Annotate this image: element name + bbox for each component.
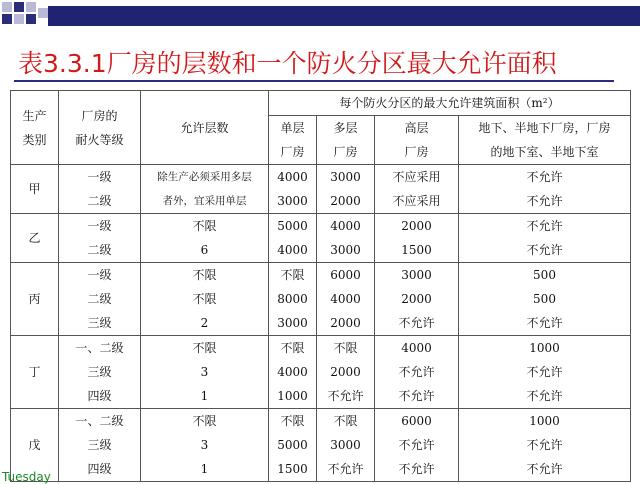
floors-value: 不限 — [192, 414, 217, 428]
grade-value: 一级 — [87, 170, 112, 184]
grade-cell — [59, 409, 141, 482]
multi-value: 不限 — [333, 414, 358, 428]
floors-value: 3 — [200, 365, 209, 379]
under-value: 500 — [533, 292, 556, 306]
header-line: 厂房 — [333, 145, 358, 159]
header-grade-line: 耐火等级 — [75, 132, 124, 147]
under-cell — [459, 165, 631, 214]
header-line: 的地下室、半地下室 — [490, 145, 599, 159]
header-line: 单层 — [280, 121, 305, 135]
header-line: 高层 — [404, 121, 429, 135]
high-value: 6000 — [401, 414, 432, 428]
single-value: 4000 — [277, 365, 308, 379]
title-underline — [14, 80, 614, 82]
header-category-line: 生产 — [22, 108, 47, 123]
floors-value: 者外，宜采用单层 — [162, 195, 247, 207]
category-cell: 甲 — [11, 165, 59, 214]
under-cell — [459, 263, 631, 336]
single-cell — [269, 409, 317, 482]
multi-value: 3000 — [330, 170, 361, 184]
under-value: 不允许 — [526, 365, 563, 379]
multi-value: 3000 — [330, 243, 361, 257]
footer-day: Tuesday — [2, 470, 51, 484]
under-value: 500 — [533, 268, 556, 282]
decor-square — [14, 14, 24, 24]
multi-value: 2000 — [330, 316, 361, 330]
high-cell — [375, 336, 459, 409]
high-cell — [375, 409, 459, 482]
floors-value: 3 — [200, 438, 209, 452]
multi-value: 4000 — [330, 219, 361, 233]
under-cell — [459, 336, 631, 409]
decorative-squares — [0, 0, 48, 32]
multi-cell — [317, 214, 375, 263]
single-value: 1000 — [277, 389, 308, 403]
floors-value: 1 — [200, 389, 209, 403]
floors-value: 1 — [200, 462, 209, 476]
floors-value: 不限 — [192, 341, 217, 355]
multi-value: 6000 — [330, 268, 361, 282]
single-cell — [269, 336, 317, 409]
multi-value: 不允许 — [327, 389, 364, 403]
multi-value: 不限 — [333, 341, 358, 355]
under-cell — [459, 409, 631, 482]
header-underground — [459, 116, 631, 165]
floors-cell — [141, 409, 269, 482]
table-row-group-b — [11, 214, 631, 263]
header-line: 多层 — [333, 121, 358, 135]
single-value: 1500 — [277, 462, 308, 476]
floors-cell — [141, 263, 269, 336]
multi-cell — [317, 336, 375, 409]
high-value: 不允许 — [398, 389, 435, 403]
floors-cell — [141, 336, 269, 409]
single-value: 5000 — [277, 438, 308, 452]
floors-value: 除生产必须采用多层 — [157, 171, 252, 183]
floors-value: 不限 — [192, 219, 217, 233]
grade-value: 一级 — [87, 268, 112, 282]
table-row-group-c — [11, 263, 631, 336]
header-single-storey — [269, 116, 317, 165]
grade-value: 一、二级 — [75, 414, 124, 428]
high-value: 不应采用 — [392, 194, 441, 208]
floors-value: 不限 — [192, 292, 217, 306]
grade-value: 二级 — [87, 194, 112, 208]
multi-value: 3000 — [330, 438, 361, 452]
decor-square — [2, 14, 12, 24]
floors-cell — [141, 165, 269, 214]
table-row-group-d — [11, 336, 631, 409]
grade-value: 一、二级 — [75, 341, 124, 355]
multi-value: 4000 — [330, 292, 361, 306]
single-cell — [269, 263, 317, 336]
high-value: 4000 — [401, 341, 432, 355]
grade-value: 三级 — [87, 316, 112, 330]
high-value: 2000 — [401, 219, 432, 233]
slide-header-bar — [0, 0, 640, 32]
under-value: 不允许 — [526, 316, 563, 330]
floors-value: 不限 — [192, 268, 217, 282]
single-value: 不限 — [280, 414, 305, 428]
table-row-group-a — [11, 165, 631, 214]
header-line: 厂房 — [280, 145, 305, 159]
grade-value: 三级 — [87, 438, 112, 452]
decor-square — [14, 2, 24, 12]
single-value: 5000 — [277, 219, 308, 233]
header-area-group: 每个防火分区的最大允许建筑面积（m²） — [269, 91, 631, 116]
floors-cell — [141, 214, 269, 263]
high-value: 不允许 — [398, 316, 435, 330]
multi-value: 2000 — [330, 194, 361, 208]
multi-value: 2000 — [330, 365, 361, 379]
slide-title: 表3.3.1厂房的层数和一个防火分区最大允许面积 — [18, 49, 557, 78]
header-line: 地下、半地下厂房，厂房 — [478, 121, 611, 135]
multi-cell — [317, 409, 375, 482]
floors-value: 6 — [200, 243, 209, 257]
header-fire-grade — [59, 91, 141, 165]
grade-cell — [59, 214, 141, 263]
high-value: 不允许 — [398, 462, 435, 476]
under-value: 不允许 — [526, 462, 563, 476]
floors-value: 2 — [200, 316, 209, 330]
multi-cell — [317, 263, 375, 336]
header-high-rise — [375, 116, 459, 165]
under-value: 1000 — [529, 414, 560, 428]
single-cell — [269, 165, 317, 214]
multi-cell — [317, 165, 375, 214]
header-category-line: 类别 — [22, 132, 47, 147]
header-grade-line: 厂房的 — [81, 108, 118, 123]
under-value: 不允许 — [526, 389, 563, 403]
grade-cell — [59, 263, 141, 336]
header-band — [48, 6, 640, 26]
single-value: 3000 — [277, 194, 308, 208]
grade-cell — [59, 336, 141, 409]
category-cell: 戊 — [11, 409, 59, 482]
category-cell: 乙 — [11, 214, 59, 263]
decor-square — [38, 8, 48, 18]
under-value: 不允许 — [526, 438, 563, 452]
under-value: 不允许 — [526, 219, 563, 233]
grade-value: 一级 — [87, 219, 112, 233]
decor-square — [26, 14, 36, 24]
table-row-group-e — [11, 409, 631, 482]
category-cell: 丙 — [11, 263, 59, 336]
single-value: 3000 — [277, 316, 308, 330]
high-value: 不允许 — [398, 365, 435, 379]
under-value: 不允许 — [526, 243, 563, 257]
high-value: 2000 — [401, 292, 432, 306]
single-value: 4000 — [277, 170, 308, 184]
high-value: 1500 — [401, 243, 432, 257]
single-value: 8000 — [277, 292, 308, 306]
high-cell — [375, 165, 459, 214]
fire-compartment-table — [10, 90, 631, 482]
category-cell: 丁 — [11, 336, 59, 409]
grade-value: 二级 — [87, 292, 112, 306]
grade-value: 四级 — [87, 389, 112, 403]
single-value: 不限 — [280, 341, 305, 355]
header-line: 厂房 — [404, 145, 429, 159]
high-value: 不允许 — [398, 438, 435, 452]
header-allowed-floors: 允许层数 — [141, 91, 269, 165]
single-value: 4000 — [277, 243, 308, 257]
grade-value: 三级 — [87, 365, 112, 379]
high-value: 不应采用 — [392, 170, 441, 184]
under-value: 1000 — [529, 341, 560, 355]
high-value: 3000 — [401, 268, 432, 282]
header-category — [11, 91, 59, 165]
high-cell — [375, 214, 459, 263]
single-value: 不限 — [280, 268, 305, 282]
grade-value: 四级 — [87, 462, 112, 476]
multi-value: 不允许 — [327, 462, 364, 476]
under-cell — [459, 214, 631, 263]
under-value: 不允许 — [526, 194, 563, 208]
under-value: 不允许 — [526, 170, 563, 184]
single-cell — [269, 214, 317, 263]
grade-cell — [59, 165, 141, 214]
header-multi-storey — [317, 116, 375, 165]
decor-square — [26, 2, 36, 12]
grade-value: 二级 — [87, 243, 112, 257]
decor-square — [2, 2, 12, 12]
high-cell — [375, 263, 459, 336]
